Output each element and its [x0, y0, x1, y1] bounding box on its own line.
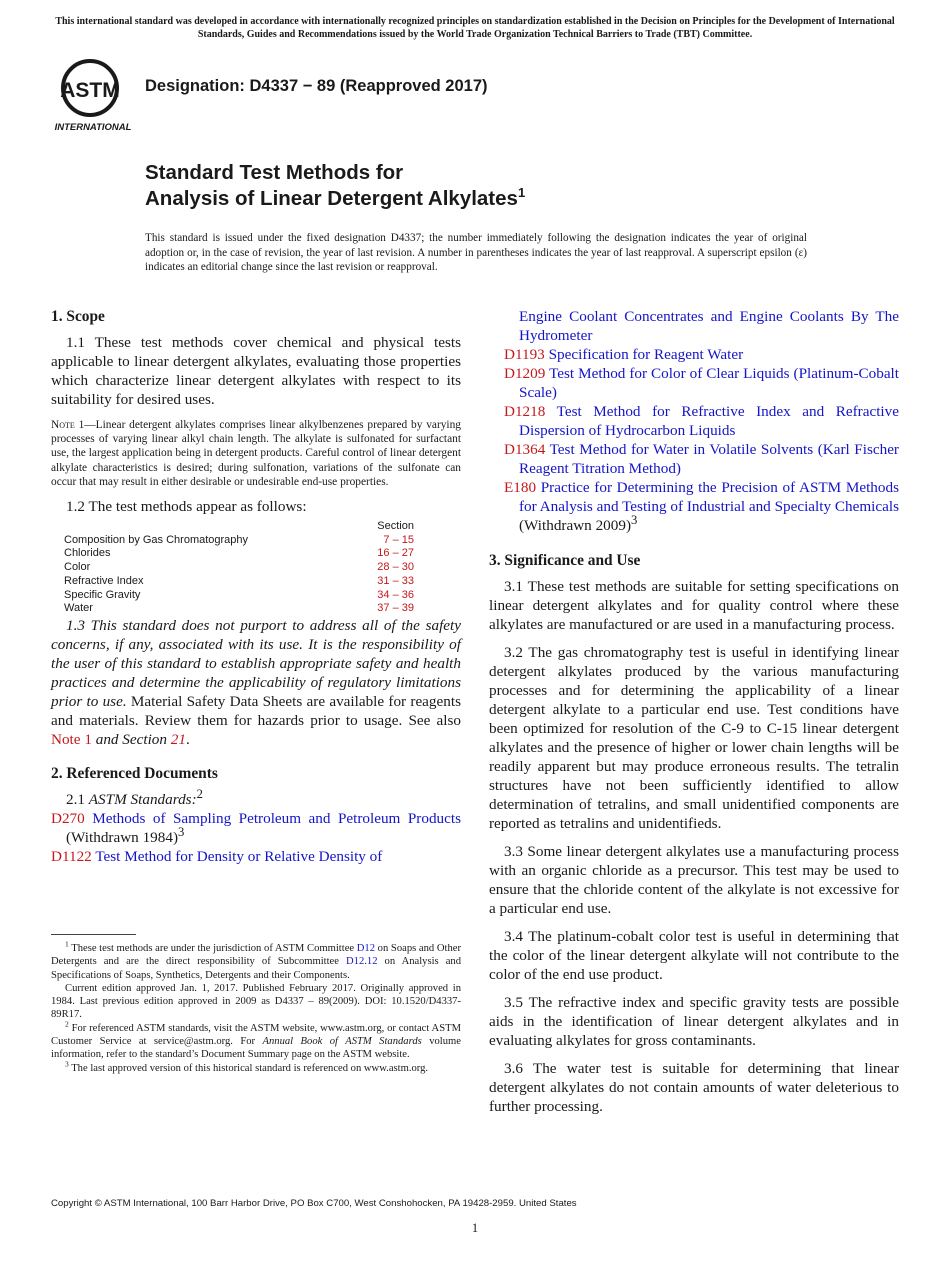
- page-number: 1: [471, 1221, 479, 1235]
- ref-code-link[interactable]: D270: [51, 809, 85, 827]
- ref-title-link[interactable]: Practice for Determining the Precision of ASTM Methods for Analysis and Testing of Industrial and Specialty Chemicals: [519, 479, 900, 515]
- significance-3-3: 3.3 Some linear detergent alkylates use a manufacturing process with an organic chloride as a precursor. This test may be used to ensure that the chloride content of the alkylate is not excessive for a particular end use.: [489, 843, 899, 917]
- reference-e180: E180 Practice for Determining the Precision of ASTM Methods for Analysis and Testing of Industrial and Specialty Chemicals (Withdrawn 2009)$^3$: [504, 479, 900, 534]
- note-1-link[interactable]: Note 1: [51, 730, 92, 748]
- issuance-statement: This standard is issued under the fixed designation D4337; the number immediately following the designation indicates the year of original adoption or, in the case of revision, the year of last revision. A number in parentheses indicates the year of last reapproval. A superscript epsilon (ε) indicates an editorial change since the last revision or reapproval.: [145, 232, 807, 273]
- ref-code-link[interactable]: E180: [504, 479, 537, 496]
- method-name: Refractive Index: [64, 574, 144, 587]
- note-1-label: Note 1: [51, 419, 85, 431]
- method-section-link[interactable]: 31 – 33: [377, 574, 414, 587]
- significance-3-1: 3.1 These test methods are suitable for setting specifications on linear detergent alkylates and for quality control where these alkylates are manufactured or are used in a manufacturing process.: [489, 578, 899, 633]
- footnote-2: $^2$ For referenced ASTM standards, visit the ASTM website, www.astm.org, or contact ASTM Customer Service at service@astm.org. For Annual Book of ASTM Standards volume information, refer to the standard’s Document Summary page on the ASTM website.: [51, 1019, 461, 1061]
- ref-title-link[interactable]: Engine Coolant Concentrates and Engine Coolants By The Hydrometer: [519, 308, 899, 344]
- section-21-link[interactable]: 21: [170, 730, 186, 748]
- title-line-1: Standard Test Methods for: [145, 161, 404, 184]
- method-name: Water: [64, 602, 93, 615]
- test-methods-table: [64, 520, 414, 616]
- astm-logo-icon: [52, 56, 136, 134]
- ref-code-link[interactable]: D1193: [504, 346, 545, 363]
- table-row: [64, 534, 414, 548]
- designation: Designation: D4337 − 89 (Reapproved 2017): [145, 77, 488, 95]
- method-name: Color: [64, 561, 91, 574]
- table-row: [64, 561, 414, 575]
- page-title: [145, 160, 525, 212]
- footnote-1-edition: Current edition approved Jan. 1, 2017. Published February 2017. Originally approved in 1984. Last previous edition approved in 2009 as D4337 – 89(2009). DOI: 10.1520/D4337-89R17.: [51, 982, 461, 1021]
- subcommittee-d12-12-link[interactable]: D12.12: [346, 956, 378, 968]
- table-row: [64, 547, 414, 561]
- method-section-link[interactable]: 34 – 36: [377, 588, 414, 601]
- ref-title-link[interactable]: Methods of Sampling Petroleum and Petroleum Products: [92, 809, 461, 827]
- significance-3-2: 3.2 The gas chromatography test is useful in identifying linear detergent alkylates produced by the various manufacturing processes and for determining the applicability of a linear detergent alkylate to a particular end use. Test conditions have been optimized for resolution of the C-9 to C-15 linear detergent alkylates and the presence of higher or lower chain lengths will be readily apparent but may produce erroneous results. The tetralin structures have not been sufficiently identified to allow determination of tetralins, and small unidentified components are reported as tetralins and unidentifieds.: [489, 644, 899, 832]
- ref-code-link[interactable]: D1209: [504, 365, 546, 382]
- significance-3-5: 3.5 The refractive index and specific gravity tests are possible aids in the identification of linear detergent alkylates and in evaluating alkylates for gross contaminants.: [489, 994, 899, 1049]
- reference-d1122-continued: [489, 307, 899, 345]
- ref-title-link[interactable]: Test Method for Refractive Index and Refractive Dispersion of Hydrocarbon Liquids: [519, 403, 899, 439]
- note-1-text: —Linear detergent alkylates comprises linear alkylbenzenes prepared by varying processes of varying linear alkyl chain length. The alkylate is sulfonated for surfactant use, the largest application being in detergent products. Careful control of linear detergent alkylate characteristics is desired; during sulfonation, variations of the sulfonate can occur that may result in either desirable or undesirable end-use properties.: [51, 419, 461, 488]
- method-name: Composition by Gas Chromatography: [64, 533, 249, 546]
- reference-d1364: [489, 440, 899, 478]
- reference-d270: D270 Methods of Sampling Petroleum and Petroleum Products (Withdrawn 1984)$^3$: [51, 809, 461, 846]
- significance-3-6: 3.6 The water test is suitable for determining that linear detergent alkylates do not contain amounts of water deleterious to further processing.: [489, 1060, 899, 1115]
- ref-title-link[interactable]: Specification for Reagent Water: [548, 346, 744, 363]
- ref-title-link[interactable]: Test Method for Water in Volatile Solvents (Karl Fischer Reagent Titration Method): [519, 441, 899, 477]
- method-section-link[interactable]: 28 – 30: [377, 561, 414, 574]
- reference-d1209: [489, 364, 899, 402]
- method-name: Chlorides: [64, 547, 111, 560]
- ref-title-link[interactable]: Test Method for Density or Relative Density of: [95, 847, 383, 865]
- reference-d1218: [489, 402, 899, 440]
- logo-text-bottom: INTERNATIONAL: [54, 122, 132, 133]
- method-section-link[interactable]: 37 – 39: [377, 602, 414, 615]
- left-column: [51, 307, 461, 866]
- method-section-link[interactable]: 16 – 27: [377, 547, 414, 560]
- reference-d1193: [489, 345, 899, 364]
- right-column: [489, 307, 899, 1116]
- ref-code-link[interactable]: D1218: [504, 403, 546, 420]
- scope-1-3: 1.3 This standard does not purport to address all of the safety concerns, if any, associated with its use. It is the responsibility of the user of this standard to establish appropriate safety and health practices and determine the applicability of regulatory limitations prior to use. Material Safety Data Sheets are available for reagents and materials. Review them for hazards prior to usage. See also Note 1 and Section 21.: [51, 616, 461, 748]
- ref-title-link[interactable]: Test Method for Color of Clear Liquids (Platinum-Cobalt Scale): [519, 365, 899, 401]
- top-notice: This international standard was developed in accordance with internationally recognized principles on standardization established in the Decision on Principles for the Development of International Standards, Guides and Recommendations issued by the World Trade Organization Technical Barriers to Trade (TBT) Committee.: [55, 16, 895, 40]
- referenced-2-1: 2.1 ASTM Standards:$^2$: [66, 786, 203, 808]
- significance-3-4: 3.4 The platinum-cobalt color test is useful in determining that the color of the linear detergent alkylate will not contribute to the color of the end use product.: [489, 928, 899, 983]
- logo-text-top: ASTM: [60, 79, 120, 102]
- title-footnote-mark: 1: [517, 185, 526, 201]
- section-column-header: Section: [377, 520, 414, 533]
- footnote-3: $^3$ The last approved version of this historical standard is referenced on www.astm.org.: [65, 1059, 429, 1074]
- table-row: [64, 575, 414, 589]
- footnotes: [51, 939, 461, 1075]
- table-row: [64, 589, 414, 603]
- copyright: Copyright © ASTM International, 100 Barr Harbor Drive, PO Box C700, West Conshohocken, PA 19428-2959. United States: [51, 1198, 577, 1209]
- significance-heading: 3. Significance and Use: [489, 552, 641, 569]
- method-section-link[interactable]: 7 – 15: [383, 533, 414, 546]
- scope-1-1: 1.1 These test methods cover chemical and physical tests applicable to linear detergent alkylates, evaluating those properties which characterize linear detergent alkylates with respect to its suitability for desired uses.: [51, 334, 461, 408]
- committee-d12-link[interactable]: D12: [356, 943, 376, 954]
- table-row: [64, 602, 414, 616]
- referenced-documents-heading: 2. Referenced Documents: [51, 764, 218, 782]
- scope-1-2: 1.2 The test methods appear as follows:: [66, 498, 307, 516]
- ref-code-link[interactable]: D1122: [51, 847, 92, 865]
- footnote-divider: [51, 934, 136, 935]
- scope-heading: 1. Scope: [51, 308, 105, 325]
- title-line-2: Analysis of Linear Detergent Alkylates$^1$: [145, 185, 526, 210]
- reference-d1122: [51, 847, 461, 866]
- note-1: [51, 418, 461, 489]
- footnote-1: $^1$ These test methods are under the jurisdiction of ASTM Committee D12 on Soaps and Other Detergents and are the direct responsibility of Subcommittee D12.12 on Analysis and Specifications of Soaps, Synthetics, Detergents and their Components.: [51, 939, 461, 981]
- ref-code-link[interactable]: D1364: [504, 441, 546, 458]
- method-name: Specific Gravity: [64, 588, 141, 601]
